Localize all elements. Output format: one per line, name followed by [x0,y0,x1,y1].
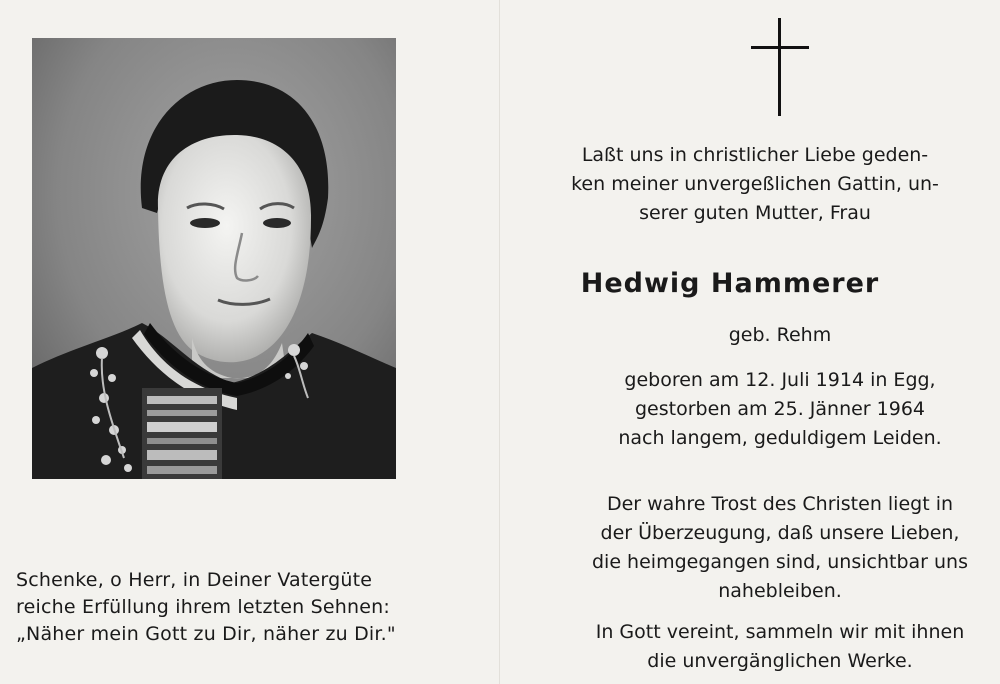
closing-text [520,618,1000,676]
dates-line: gestorben am 25. Jänner 1964 [634,398,926,420]
comfort-line: die heimgegangen sind, unsichtbar uns [591,551,968,573]
comfort-line: Der wahre Trost des Christen liegt in [606,493,954,515]
comfort-line: nahebleiben. [718,580,842,602]
intro-line: Laßt uns in christlicher Liebe geden- [581,144,929,166]
dates-line: nach langem, geduldigem Leiden. [618,427,942,449]
verse-line: Schenke, o Herr, in Deiner Vatergüte [16,569,373,591]
comfort-line: der Überzeugung, daß unsere Lieben, [600,522,960,544]
life-dates [520,366,1000,453]
verse-line: „Näher mein Gott zu Dir, näher zu Dir." [16,623,396,645]
prayer-verse [16,567,416,648]
dates-line: geboren am 12. Juli 1914 in Egg, [624,369,936,391]
intro-line: serer guten Mutter, Frau [639,202,871,224]
cross-icon [751,18,809,116]
closing-line: die unvergänglichen Werke. [647,650,913,672]
deceased-name: Hedwig Hammerer [580,268,880,299]
closing-line: In Gott vereint, sammeln wir mit ihnen [595,621,965,643]
portrait-photo [32,38,396,479]
comfort-text [520,490,1000,606]
portrait-image [32,38,396,479]
intro-text [520,141,990,228]
verse-line: reiche Erfüllung ihrem letzten Sehnen: [16,596,390,618]
intro-line: ken meiner unvergeßlichen Gattin, un- [571,173,939,195]
maiden-name: geb. Rehm [728,324,832,346]
